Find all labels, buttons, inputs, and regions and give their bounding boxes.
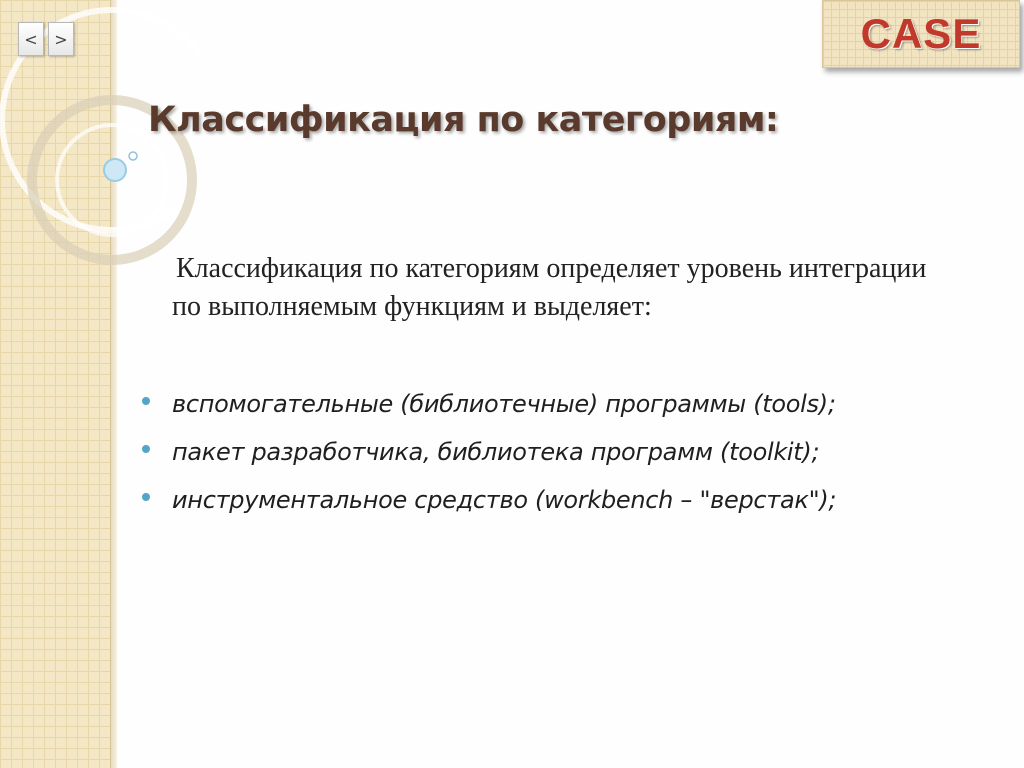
- intro-paragraph: Классификация по категориям определяет уровень интеграции по выполняемым функциям и выделяет:: [172, 253, 927, 322]
- previous-slide-button[interactable]: <: [18, 22, 44, 56]
- logo-text: CASE: [860, 10, 982, 57]
- blue-orb: [104, 159, 126, 181]
- list-item-text: инструментальное средство (workbench – "верстак");: [172, 486, 837, 514]
- list-item-text: вспомогательные (библиотечные) программы (tools);: [172, 390, 836, 418]
- list-item: [142, 486, 1002, 534]
- slide-navigation: [18, 22, 74, 56]
- list-item: [142, 390, 1002, 438]
- blue-dot: [129, 152, 137, 160]
- bullet-list: [142, 390, 1002, 534]
- next-slide-button[interactable]: >: [48, 22, 74, 56]
- list-item-text: пакет разработчика, библиотека программ (toolkit);: [172, 438, 820, 466]
- bullet-dot-icon: [142, 493, 150, 501]
- bullet-dot-icon: [142, 397, 150, 405]
- list-item: [142, 438, 1002, 486]
- bullet-dot-icon: [142, 445, 150, 453]
- slide-title: Классификация по категориям:: [148, 100, 779, 140]
- case-logo: [822, 0, 1020, 68]
